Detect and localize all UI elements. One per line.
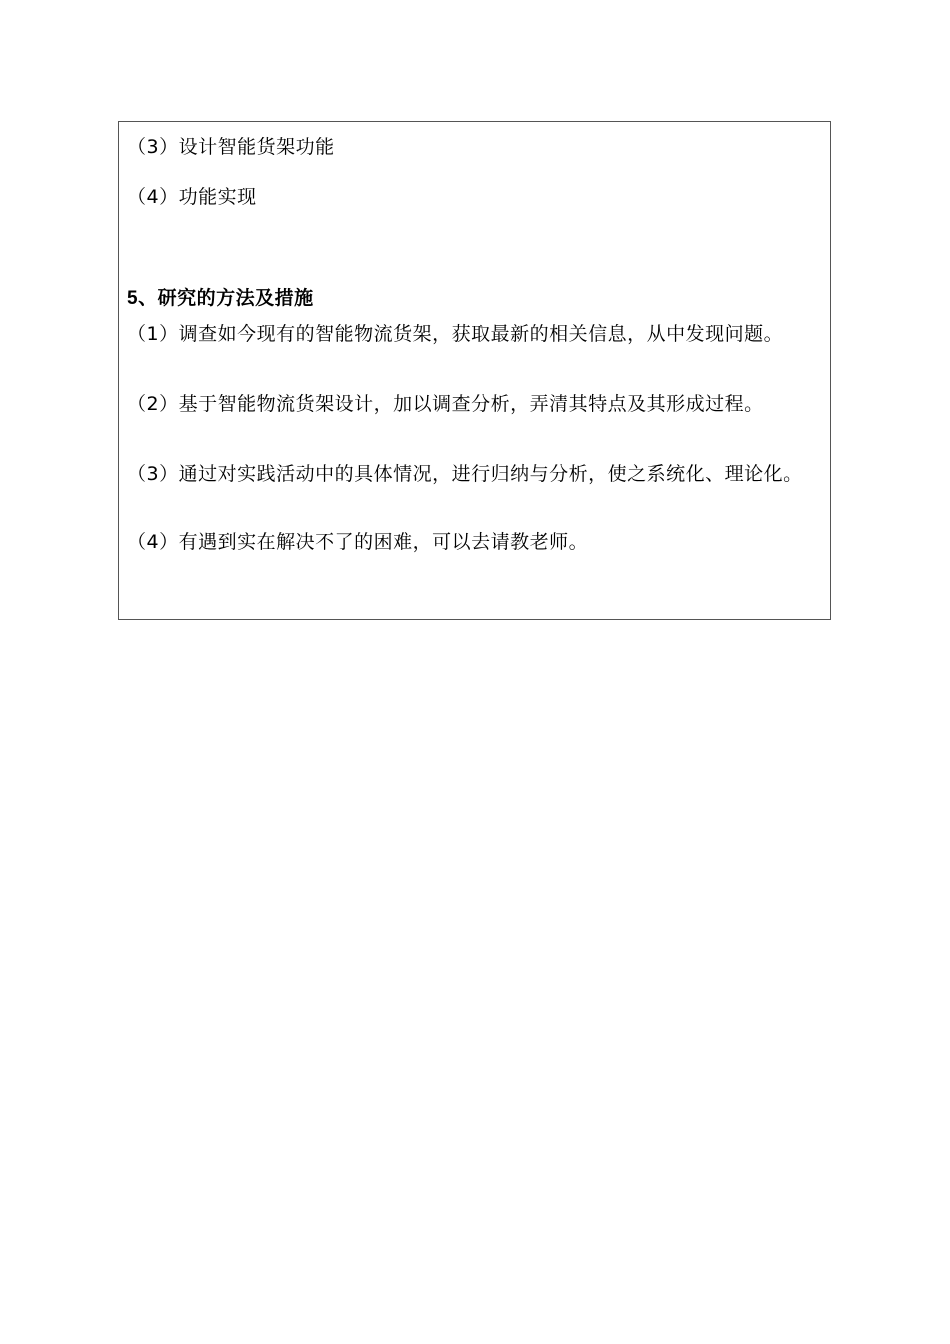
method-1-text: （1）调查如今现有的智能物流货架，获取最新的相关信息，从中发现问题。: [127, 323, 784, 345]
item-3-text: （3）设计智能货架功能: [127, 136, 335, 158]
item-4-text: （4）功能实现: [127, 186, 257, 208]
method-3-text: （3）通过对实践活动中的具体情况，进行归纳与分析，使之系统化、理论化。: [127, 463, 803, 485]
section-5-heading: 5、研究的方法及措施: [127, 288, 314, 309]
content-table-cell: [118, 121, 831, 620]
method-2-text: （2）基于智能物流货架设计，加以调查分析，弄清其特点及其形成过程。: [127, 393, 764, 415]
method-4-text: （4）有遇到实在解决不了的困难，可以去请教老师。: [127, 531, 589, 553]
